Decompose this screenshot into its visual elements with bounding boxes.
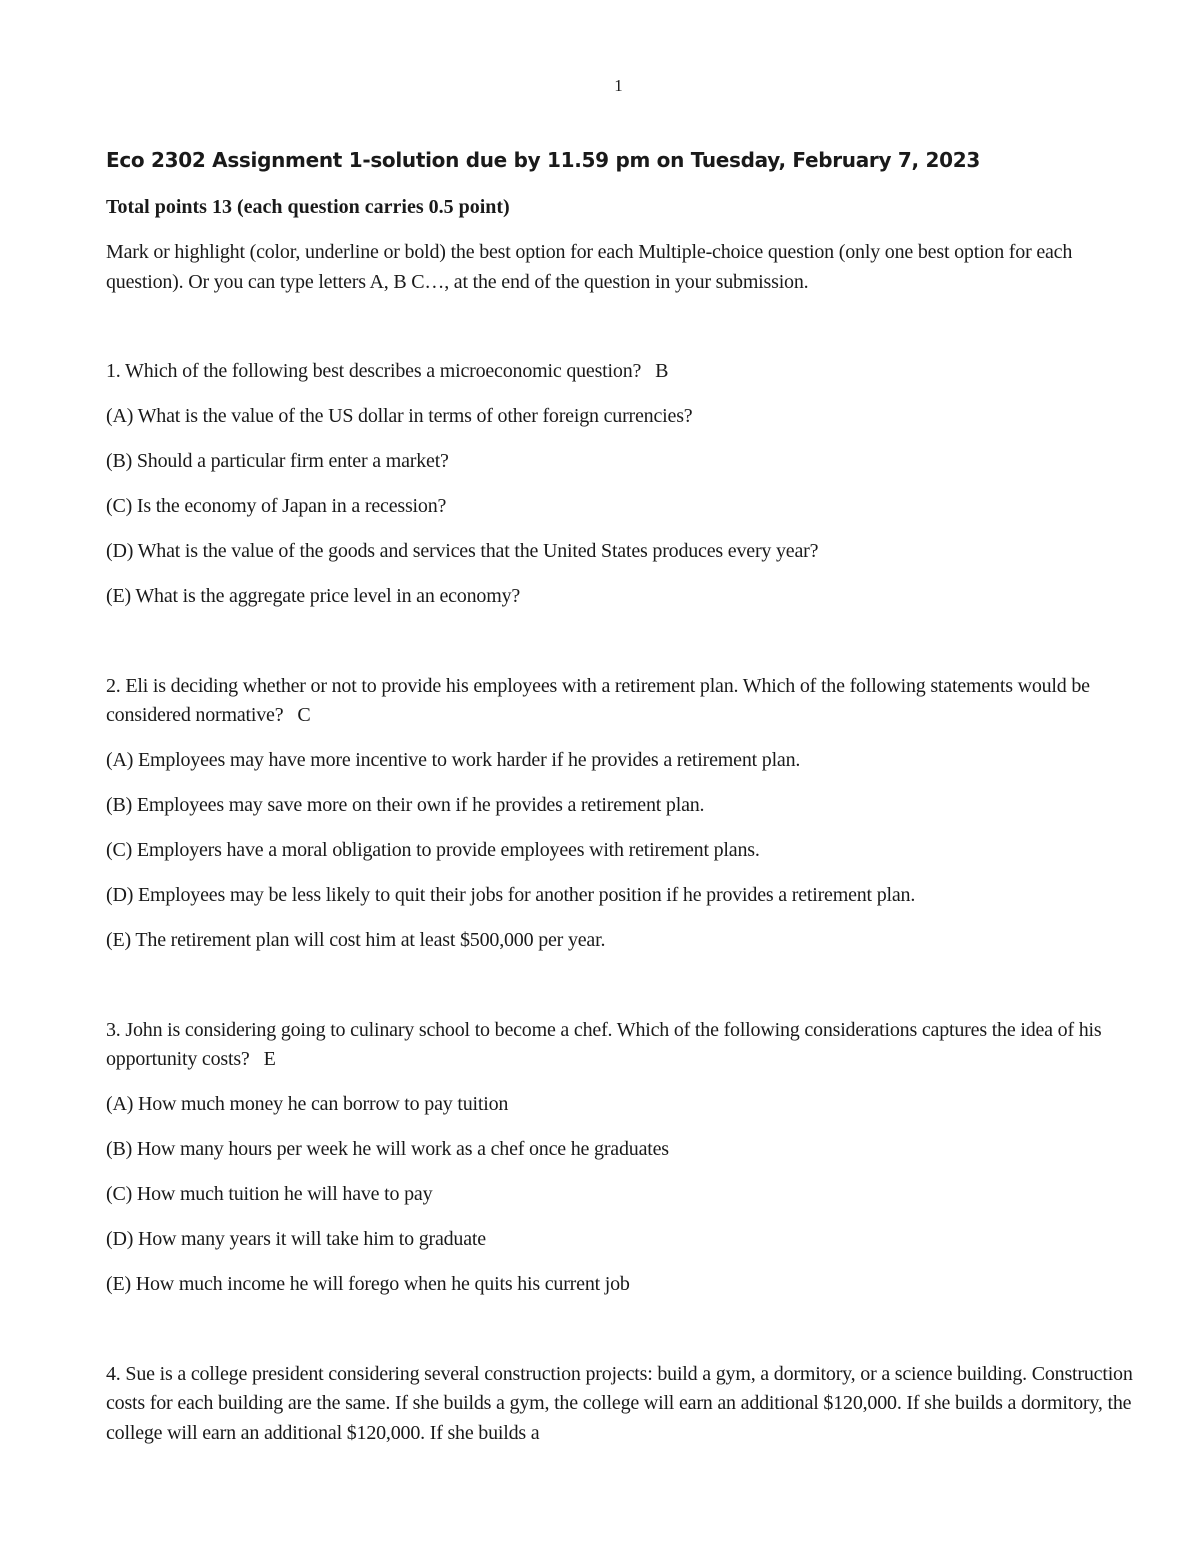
option-e: (E) What is the aggregate price level in an economy? (106, 585, 521, 607)
option-a: (A) Employees may have more incentive to work harder if he provides a retirement plan. (106, 749, 801, 771)
option-d: (D) What is the value of the goods and services that the United States produces every year? (106, 540, 819, 562)
question-stem (106, 357, 1146, 387)
total-points: Total points 13 (each question carries 0.5 point) (106, 196, 510, 218)
option-b: (B) Should a particular firm enter a market? (106, 450, 449, 472)
question-stem (106, 1360, 1146, 1449)
option-b: (B) Employees may save more on their own if he provides a retirement plan. (106, 794, 705, 816)
option-a: (A) How much money he can borrow to pay tuition (106, 1093, 509, 1115)
option-b: (B) How many hours per week he will work as a chef once he graduates (106, 1138, 669, 1160)
instructions: Mark or highlight (color, underline or bold) the best option for each Multiple-choice question (only one best option for each question). Or you can type letters A, B C…, at the end of the question in your submission. (106, 241, 1073, 293)
question-stem (106, 1016, 1146, 1075)
question-text: 3. John is considering going to culinary school to become a chef. Which of the following considerations captures the idea of his opportunity costs? (106, 1018, 1102, 1070)
option-d: (D) Employees may be less likely to quit their jobs for another position if he provides a retirement plan. (106, 884, 916, 906)
answer-letter: E (263, 1048, 276, 1070)
question-stem (106, 672, 1146, 731)
option-e: (E) The retirement plan will cost him at least $500,000 per year. (106, 929, 606, 951)
answer-letter: B (655, 360, 669, 382)
option-c: (C) Is the economy of Japan in a recession? (106, 495, 447, 517)
question-4 (106, 1360, 1146, 1449)
question-3 (106, 1016, 1146, 1300)
option-e: (E) How much income he will forego when he quits his current job (106, 1273, 630, 1295)
document-body (106, 140, 1146, 1448)
question-text: 1. Which of the following best describes a microeconomic question? (106, 360, 642, 382)
option-c: (C) Employers have a moral obligation to provide employees with retirement plans. (106, 839, 760, 861)
answer-letter: C (297, 704, 311, 726)
option-d: (D) How many years it will take him to graduate (106, 1228, 486, 1250)
question-text: 4. Sue is a college president considering several construction projects: build a gym, a dormitory, or a science building. Construction costs for each building are the same. If she builds a gym, the college will earn an additional $120,000. If she builds a dormitory, the college will earn an additional $120,000. If she builds a (106, 1362, 1133, 1444)
page-number: 1 (614, 76, 623, 95)
option-c: (C) How much tuition he will have to pay (106, 1183, 433, 1205)
question-text: 2. Eli is deciding whether or not to provide his employees with a retirement plan. Which of the following statements would be considered normative? (106, 674, 1090, 726)
option-a: (A) What is the value of the US dollar in terms of other foreign currencies? (106, 405, 693, 427)
assignment-title: Eco 2302 Assignment 1-solution due by 11.59 pm on Tuesday, February 7, 2023 (106, 148, 980, 172)
question-1 (106, 357, 1146, 612)
question-2 (106, 672, 1146, 956)
